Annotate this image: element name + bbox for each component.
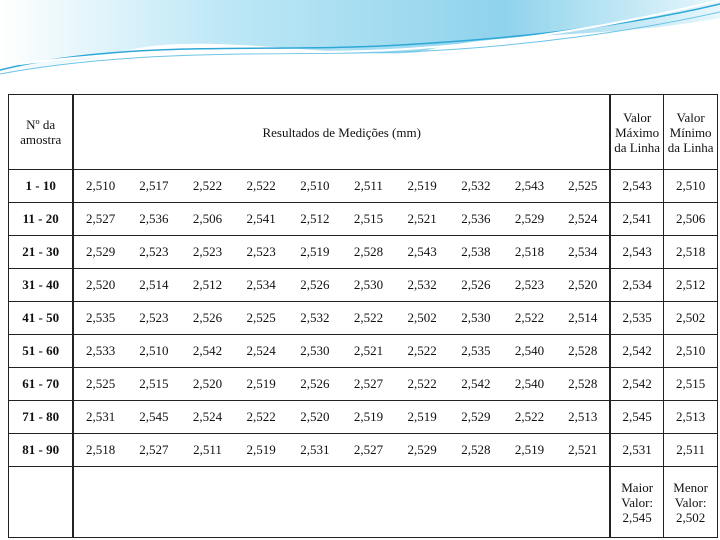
measurement-cell: 2,540	[503, 335, 557, 368]
measurement-cell: 2,520	[288, 401, 342, 434]
measurement-cell: 2,531	[73, 401, 127, 434]
measurement-cell: 2,529	[73, 236, 127, 269]
overall-min-line: Menor	[673, 479, 708, 495]
row-min-cell: 2,511	[664, 434, 718, 467]
measurement-cell: 2,529	[395, 434, 449, 467]
table-row	[9, 368, 718, 401]
measurement-cell: 2,522	[395, 335, 449, 368]
sample-range-cell: 71 - 80	[9, 401, 74, 434]
row-max-cell: 2,531	[610, 434, 664, 467]
overall-min-value: 2,502	[675, 509, 706, 525]
measurement-cell: 2,519	[503, 434, 557, 467]
measurement-cell: 2,526	[181, 302, 235, 335]
sample-range-cell: 31 - 40	[9, 269, 74, 302]
measurement-cell: 2,511	[342, 170, 396, 203]
measurement-cell: 2,535	[449, 335, 503, 368]
measurement-cell: 2,530	[449, 302, 503, 335]
measurement-cell: 2,530	[342, 269, 396, 302]
row-min-cell: 2,512	[664, 269, 718, 302]
sample-range-cell: 21 - 30	[9, 236, 74, 269]
measurement-cell: 2,545	[127, 401, 181, 434]
measurement-cell: 2,528	[556, 368, 610, 401]
sample-range-cell: 81 - 90	[9, 434, 74, 467]
table-row	[9, 236, 718, 269]
table-row	[9, 269, 718, 302]
measurement-cell: 2,534	[556, 236, 610, 269]
measurement-cell: 2,520	[556, 269, 610, 302]
min-header-line: da Linha	[667, 139, 714, 155]
measurement-cell: 2,510	[288, 170, 342, 203]
measurement-cell: 2,542	[449, 368, 503, 401]
measurement-cell: 2,519	[234, 368, 288, 401]
overall-min-cell	[664, 467, 718, 538]
summary-blank-results	[73, 467, 610, 538]
measurement-cell: 2,524	[556, 203, 610, 236]
measurement-cell: 2,533	[73, 335, 127, 368]
measurement-cell: 2,527	[342, 368, 396, 401]
sample-range-cell: 41 - 50	[9, 302, 74, 335]
summary-blank-cell	[9, 467, 74, 538]
measurement-cell: 2,527	[73, 203, 127, 236]
overall-max-cell	[610, 467, 664, 538]
measurement-cell: 2,529	[449, 401, 503, 434]
measurement-cell: 2,527	[342, 434, 396, 467]
summary-row	[9, 467, 718, 538]
measurement-cell: 2,515	[127, 368, 181, 401]
measurement-cell: 2,522	[503, 302, 557, 335]
measurement-cell: 2,512	[288, 203, 342, 236]
sample-range-cell: 11 - 20	[9, 203, 74, 236]
max-header-line: Valor	[623, 109, 652, 125]
measurement-cell: 2,522	[234, 401, 288, 434]
min-header-line: Valor	[676, 109, 705, 125]
row-max-cell: 2,543	[610, 236, 664, 269]
sample-range-cell: 51 - 60	[9, 335, 74, 368]
row-min-cell: 2,518	[664, 236, 718, 269]
measurement-cell: 2,522	[234, 170, 288, 203]
measurement-cell: 2,525	[73, 368, 127, 401]
measurement-cell: 2,532	[395, 269, 449, 302]
measurement-cell: 2,514	[556, 302, 610, 335]
measurement-cell: 2,536	[127, 203, 181, 236]
overall-max-value: 2,545	[622, 509, 652, 525]
measurement-cell: 2,502	[395, 302, 449, 335]
measurement-cell: 2,526	[288, 368, 342, 401]
overall-max-line: Valor:	[621, 494, 654, 510]
measurement-cell: 2,536	[449, 203, 503, 236]
measurement-cell: 2,519	[395, 401, 449, 434]
sample-range-cell: 1 - 10	[9, 170, 74, 203]
measurement-cell: 2,518	[73, 434, 127, 467]
measurement-cell: 2,542	[181, 335, 235, 368]
measurement-cell: 2,519	[288, 236, 342, 269]
measurement-cell: 2,510	[73, 170, 127, 203]
measurement-cell: 2,526	[288, 269, 342, 302]
measurement-cell: 2,532	[288, 302, 342, 335]
measurement-cell: 2,524	[234, 335, 288, 368]
measurement-cell: 2,532	[449, 170, 503, 203]
header-row	[9, 95, 718, 170]
measurement-cell: 2,506	[181, 203, 235, 236]
row-min-cell: 2,515	[664, 368, 718, 401]
measurement-cell: 2,526	[449, 269, 503, 302]
measurement-cell: 2,521	[395, 203, 449, 236]
measurement-cell: 2,519	[395, 170, 449, 203]
row-min-cell: 2,513	[664, 401, 718, 434]
measurement-cell: 2,525	[234, 302, 288, 335]
measurement-cell: 2,519	[234, 434, 288, 467]
measurement-cell: 2,514	[127, 269, 181, 302]
row-max-cell: 2,542	[610, 368, 664, 401]
measurement-cell: 2,523	[127, 236, 181, 269]
measurement-table	[8, 94, 718, 538]
table-row	[9, 203, 718, 236]
row-max-cell: 2,545	[610, 401, 664, 434]
measurement-cell: 2,529	[503, 203, 557, 236]
row-min-cell: 2,502	[664, 302, 718, 335]
row-max-cell: 2,543	[610, 170, 664, 203]
measurement-cell: 2,520	[73, 269, 127, 302]
measurement-cell: 2,513	[556, 401, 610, 434]
measurement-cell: 2,520	[181, 368, 235, 401]
measurement-cell: 2,531	[288, 434, 342, 467]
measurement-cell: 2,527	[127, 434, 181, 467]
measurement-cell: 2,534	[234, 269, 288, 302]
table-row	[9, 170, 718, 203]
overall-max-line: Maior	[621, 479, 654, 495]
measurement-cell: 2,523	[181, 236, 235, 269]
table-row	[9, 401, 718, 434]
measurement-cell: 2,522	[181, 170, 235, 203]
measurement-cell: 2,523	[234, 236, 288, 269]
measurement-cell: 2,515	[342, 203, 396, 236]
measurement-cell: 2,517	[127, 170, 181, 203]
measurement-cell: 2,535	[73, 302, 127, 335]
measurement-cell: 2,518	[503, 236, 557, 269]
table-row	[9, 302, 718, 335]
measurement-cell: 2,528	[449, 434, 503, 467]
measurement-cell: 2,538	[449, 236, 503, 269]
max-header-line: Máximo	[615, 124, 660, 140]
row-max-cell: 2,534	[610, 269, 664, 302]
table-row	[9, 434, 718, 467]
measurement-cell: 2,521	[342, 335, 396, 368]
measurement-cell: 2,540	[503, 368, 557, 401]
header-swoosh-decoration	[0, 0, 720, 80]
min-header-line: Mínimo	[669, 124, 712, 140]
measurement-cell: 2,543	[503, 170, 557, 203]
measurement-cell: 2,522	[503, 401, 557, 434]
measurement-cell: 2,528	[556, 335, 610, 368]
table-row	[9, 335, 718, 368]
row-max-cell: 2,535	[610, 302, 664, 335]
sample-header-line: Nº da	[26, 117, 56, 132]
measurement-cell: 2,523	[503, 269, 557, 302]
sample-header-line: amostra	[20, 132, 62, 147]
row-max-cell: 2,541	[610, 203, 664, 236]
measurement-cell: 2,510	[127, 335, 181, 368]
row-min-cell: 2,510	[664, 335, 718, 368]
min-header	[664, 95, 718, 170]
sample-header	[9, 95, 74, 170]
measurement-cell: 2,522	[342, 302, 396, 335]
measurement-cell: 2,543	[395, 236, 449, 269]
max-header	[610, 95, 664, 170]
row-min-cell: 2,506	[664, 203, 718, 236]
row-max-cell: 2,542	[610, 335, 664, 368]
measurement-cell: 2,524	[181, 401, 235, 434]
results-header: Resultados de Medições (mm)	[73, 95, 610, 170]
measurement-cell: 2,511	[181, 434, 235, 467]
measurement-table-container	[8, 94, 718, 540]
overall-min-line: Valor:	[674, 494, 707, 510]
measurement-cell: 2,521	[556, 434, 610, 467]
measurement-cell: 2,525	[556, 170, 610, 203]
row-min-cell: 2,510	[664, 170, 718, 203]
measurement-cell: 2,522	[395, 368, 449, 401]
table-body	[9, 170, 718, 467]
measurement-cell: 2,528	[342, 236, 396, 269]
measurement-cell: 2,512	[181, 269, 235, 302]
measurement-cell: 2,519	[342, 401, 396, 434]
measurement-cell: 2,523	[127, 302, 181, 335]
measurement-cell: 2,541	[234, 203, 288, 236]
measurement-cell: 2,530	[288, 335, 342, 368]
max-header-line: da Linha	[614, 139, 661, 155]
sample-range-cell: 61 - 70	[9, 368, 74, 401]
